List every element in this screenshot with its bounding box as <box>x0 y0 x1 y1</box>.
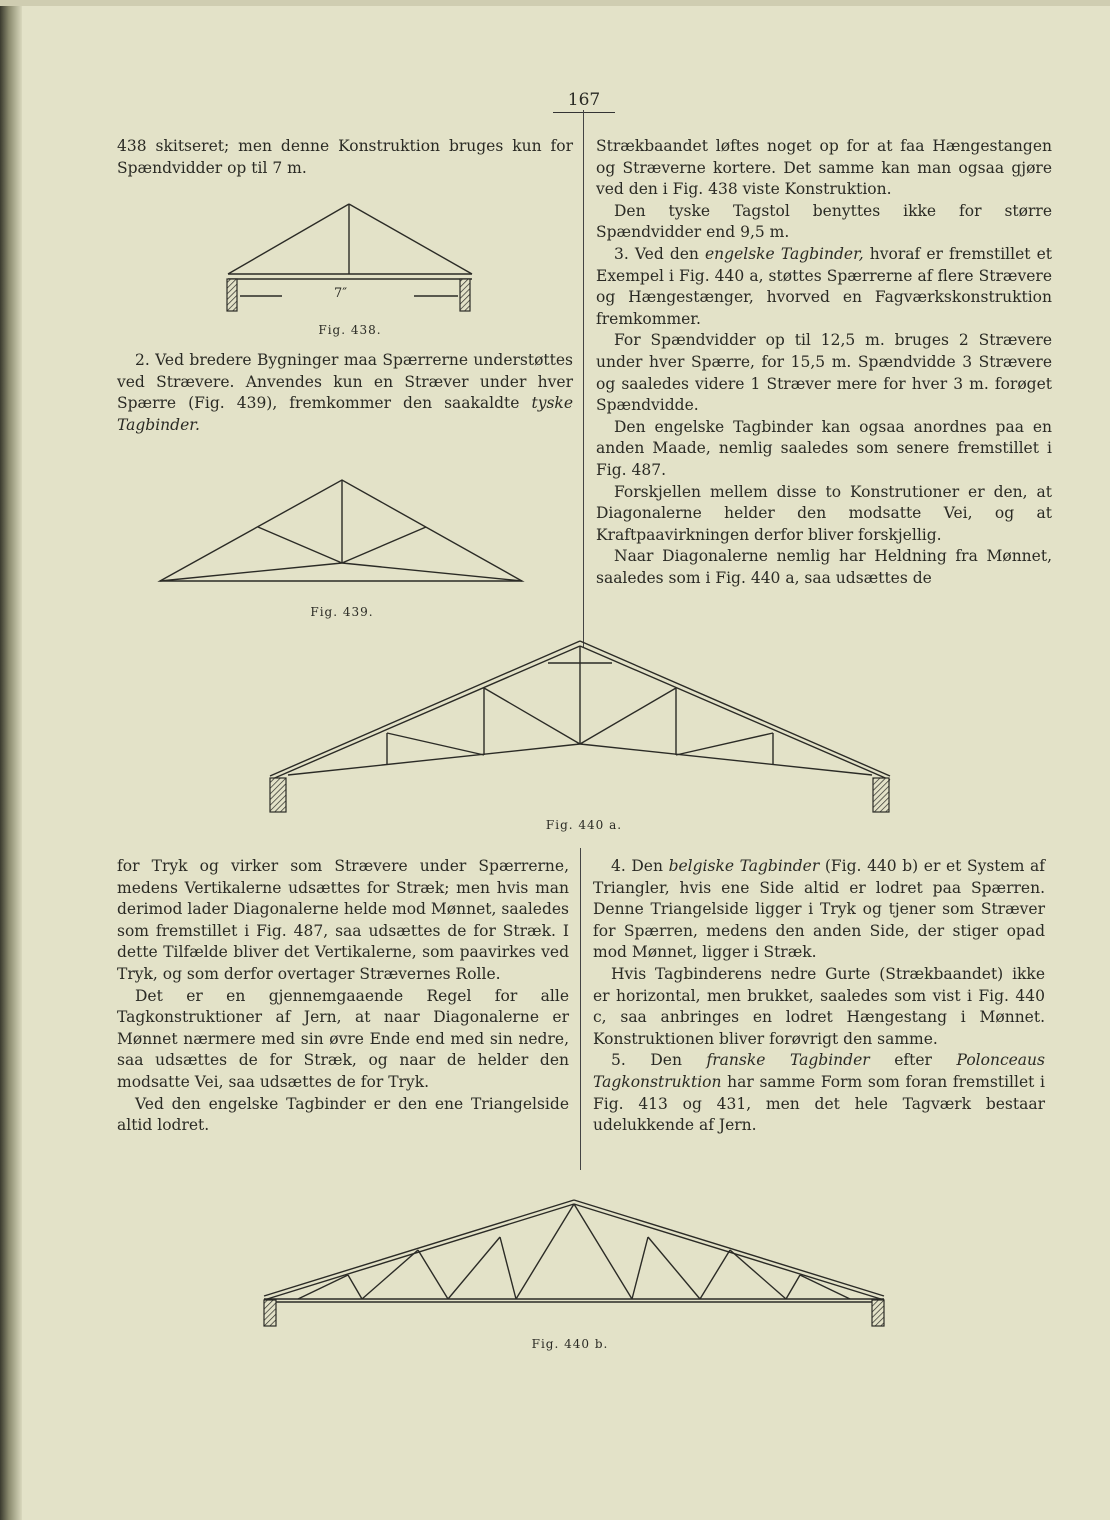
paragraph: for Tryk og virker som Strævere under Spærrerne, medens Vertikalerne udsættes for Stræk; men hvis man derimod lader Diagonalerne helde mod Mønnet, saaledes som fremstillet i Fig. 487, saa udsættes de for Stræk. I dette Tilfælde bliver det Vertikalerne, som paavirkes ved Tryk, og som derfor overtager Strævernes Rolle. <box>117 857 569 983</box>
paragraph: 438 skitseret; men denne Konstruktion bruges kun for Spændvidder op til 7 m. <box>117 137 573 177</box>
paragraph: 4. Den belgiske Tagbinder (Fig. 440 b) er et System af Triangler, hvis ene Side altid er lodret paa Spærren. Denne Triangelside ligger i Tryk og tjener som Stræver for Spærren, medens den anden Side, der stiger opad mod Mønnet, ligger i Stræk. <box>593 857 1045 962</box>
right-top-column <box>596 136 1052 589</box>
paragraph: Naar Diagonalerne nemlig har Heldning fra Mønnet, saaledes som i Fig. 440 a, saa udsættes de <box>596 547 1052 587</box>
page-number: 167 <box>553 90 615 113</box>
paragraph: Den engelske Tagbinder kan ogsaa anordnes paa en anden Maade, nemlig saaledes som senere fremstillet i Fig. 487. <box>596 417 1052 479</box>
left-bottom-column <box>117 856 569 1137</box>
paragraph: Hvis Tagbinderens nedre Gurte (Strækbaandet) ikke er horizontal, men brukket, saaledes som vist i Fig. 440 c, saa anbringes en lodret Hængestang i Mønnet. Konstruktionen bliver forøvrigt den samme. <box>593 964 1045 1048</box>
paragraph: Strækbaandet løftes noget op for at faa Hængestangen og Stræverne kortere. Det samme kan man ogsaa gjøre ved den i Fig. 438 viste Konstruktion. <box>596 137 1052 199</box>
left-top-column-2 <box>117 350 573 436</box>
figure-440b-truss <box>264 1200 884 1326</box>
figure-438-truss <box>227 204 472 311</box>
paragraph: Forskjellen mellem disse to Konstrutioner er den, at Diagonalerne helder den modsatte Vei, og at Kraftpaavirkningen derfor bliver forskjellig. <box>596 482 1052 544</box>
paragraph: Den tyske Tagstol benyttes ikke for større Spændvidder end 9,5 m. <box>596 201 1052 242</box>
caption-fig-440a: Fig. 440 a. <box>545 818 623 832</box>
dimension-label: 7″ <box>334 286 348 301</box>
paragraph: Det er en gjennemgaaende Regel for alle Tagkonstruktioner af Jern, at naar Diagonalerne er Mønnet nærmere med sin øvre Ende end med sin nedre, saa udsættes de for Stræk, og naar de helder den modsatte Vei, saa udsættes de for Tryk. <box>117 986 569 1091</box>
figure-440a-truss <box>270 641 890 812</box>
caption-fig-439: Fig. 439. <box>310 605 374 619</box>
paragraph: Ved den engelske Tagbinder er den ene Triangelside altid lodret. <box>117 1094 569 1135</box>
figure-439-truss <box>160 480 522 581</box>
paragraph: 5. Den franske Tagbinder efter Polonceaus Tagkonstruktion har samme Form som foran fremstillet i Fig. 413 og 431, men det hele Tagværk bestaar udelukkende af Jern. <box>593 1051 1045 1135</box>
paragraph: For Spændvidder op til 12,5 m. bruges 2 Strævere under hver Spærre, for 15,5 m. Spændvidde 3 Strævere og saaledes videre 1 Stræver mere for hver 3 m. forøget Spændvidde. <box>596 331 1052 415</box>
right-bottom-column <box>593 856 1045 1137</box>
caption-fig-440b: Fig. 440 b. <box>531 1337 609 1351</box>
caption-fig-438: Fig. 438. <box>318 323 382 337</box>
paragraph: 2. Ved bredere Bygninger maa Spærrerne understøttes ved Strævere. Anvendes kun en Stræver under hver Spærre (Fig. 439), fremkommer den saakaldte tyske Tagbinder. <box>117 351 573 434</box>
paragraph: 3. Ved den engelske Tagbinder, hvoraf er fremstillet et Exempel i Fig. 440 a, støttes Spærrerne af flere Strævere og Hængestænger, hvorved en Fagværkskonstruktion fremkommer. <box>596 244 1052 328</box>
